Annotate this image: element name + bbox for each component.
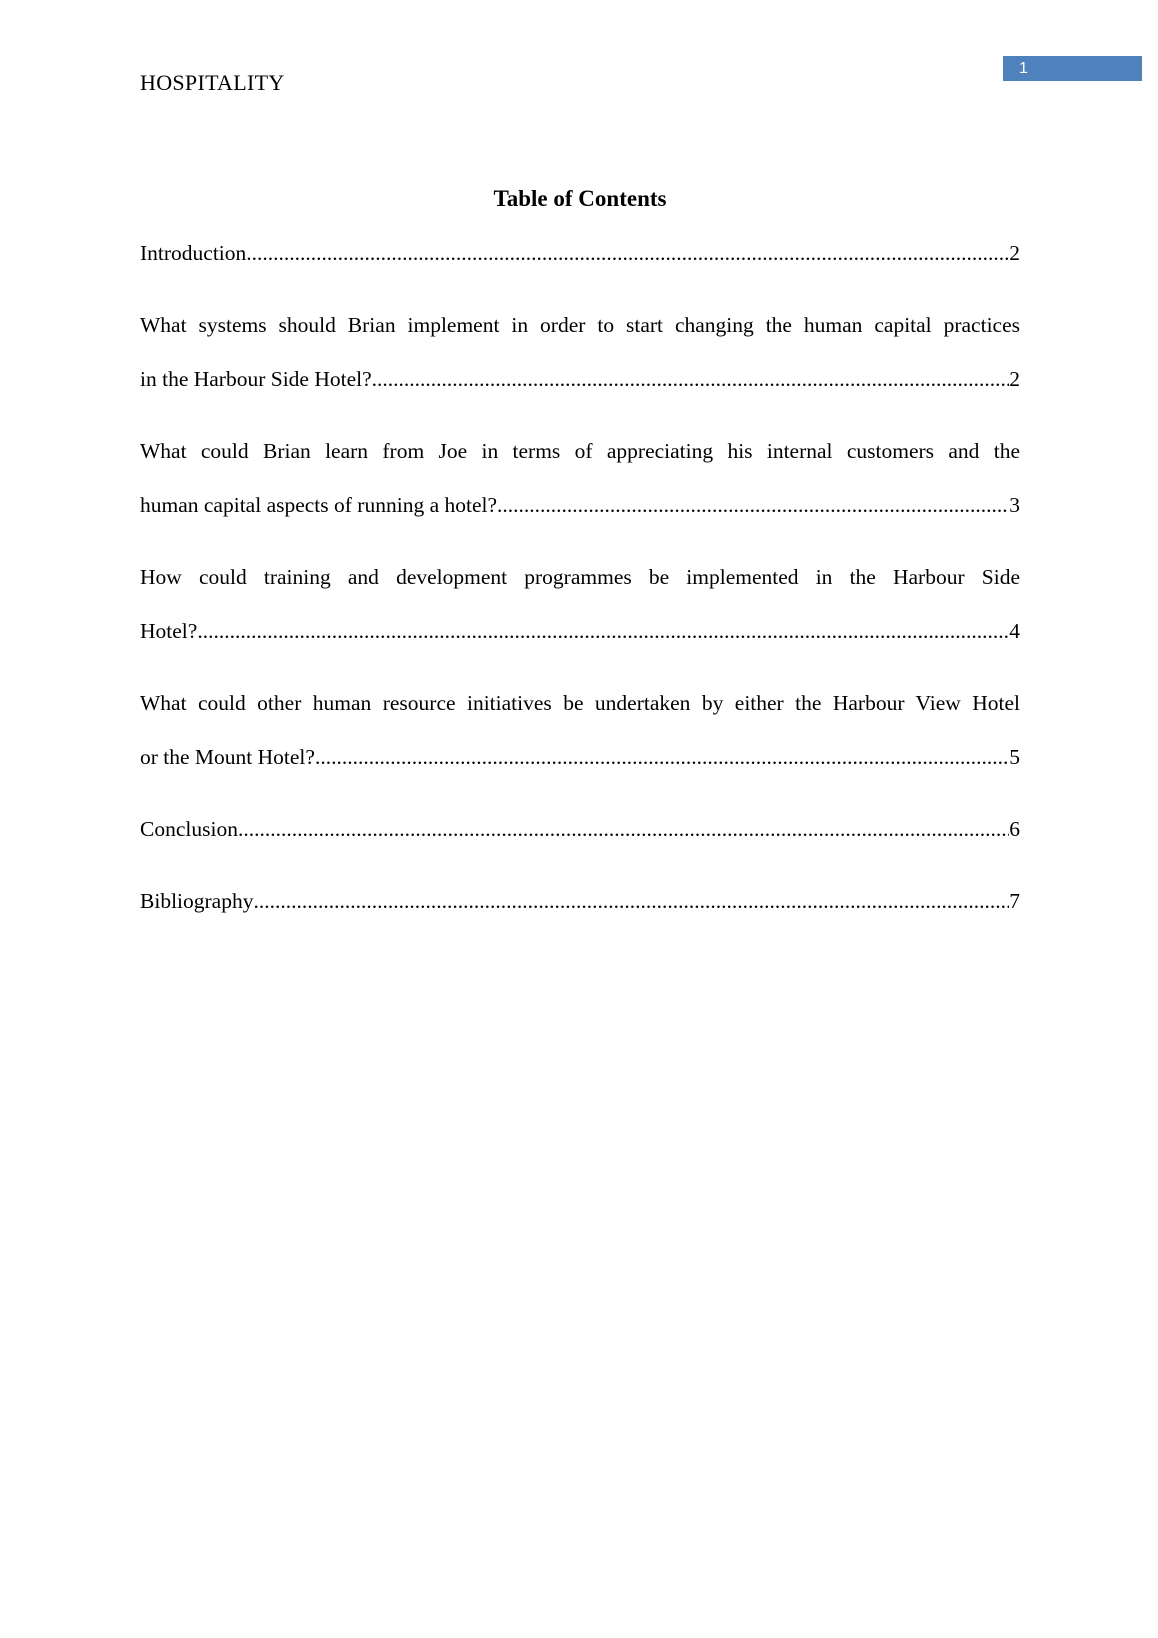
toc-entry-systems[interactable] bbox=[140, 298, 1020, 406]
table-of-contents bbox=[140, 226, 1020, 946]
toc-entry-learn-from-joe[interactable] bbox=[140, 424, 1020, 532]
toc-entry-line: What could other human resource initiatives be undertaken by either the Harbour View Hotel bbox=[140, 691, 1020, 715]
toc-entry-text: or the Mount Hotel? bbox=[140, 745, 315, 769]
running-head: HOSPITALITY bbox=[140, 70, 285, 95]
dot-leader bbox=[253, 874, 1009, 928]
toc-entry-last-line bbox=[140, 730, 1020, 784]
toc-entry-text: Bibliography bbox=[140, 889, 254, 913]
toc-entry-training[interactable] bbox=[140, 550, 1020, 658]
dot-leader bbox=[497, 478, 1009, 532]
toc-entry-line: What could Brian learn from Joe in terms of appreciating his internal customers and the bbox=[140, 439, 1020, 463]
toc-page-number: 4 bbox=[1009, 619, 1020, 643]
toc-entry-last-line bbox=[140, 802, 1020, 856]
dot-leader bbox=[238, 802, 1009, 856]
dot-leader bbox=[246, 226, 1009, 280]
toc-entry-text: Conclusion bbox=[140, 817, 238, 841]
toc-entry-hr-initiatives[interactable] bbox=[140, 676, 1020, 784]
dot-leader bbox=[315, 730, 1009, 784]
toc-title: Table of Contents bbox=[493, 186, 667, 211]
dot-leader bbox=[197, 604, 1009, 658]
toc-page-number: 3 bbox=[1009, 493, 1020, 517]
toc-entry-last-line bbox=[140, 352, 1020, 406]
toc-entry-last-line bbox=[140, 478, 1020, 532]
toc-entry-last-line bbox=[140, 874, 1020, 928]
page-number: 1 bbox=[1019, 60, 1028, 77]
toc-entry-text: Hotel? bbox=[140, 619, 198, 643]
toc-entry-conclusion[interactable] bbox=[140, 802, 1020, 856]
dot-leader bbox=[372, 352, 1010, 406]
toc-page-number: 6 bbox=[1009, 817, 1020, 841]
toc-entry-text: Introduction bbox=[140, 241, 247, 265]
toc-entry-line: What systems should Brian implement in order to start changing the human capital practices bbox=[140, 313, 1020, 337]
toc-entry-last-line bbox=[140, 604, 1020, 658]
toc-entry-bibliography[interactable] bbox=[140, 874, 1020, 928]
toc-entry-text: in the Harbour Side Hotel? bbox=[140, 367, 372, 391]
toc-page-number: 2 bbox=[1009, 367, 1020, 391]
toc-entry-introduction[interactable] bbox=[140, 226, 1020, 280]
toc-entry-last-line bbox=[140, 226, 1020, 280]
toc-entry-text: human capital aspects of running a hotel? bbox=[140, 493, 498, 517]
toc-entry-line: How could training and development programmes be implemented in the Harbour Side bbox=[140, 565, 1020, 589]
page-number-box bbox=[1003, 56, 1142, 81]
toc-page-number: 2 bbox=[1009, 241, 1020, 265]
toc-page-number: 7 bbox=[1009, 889, 1020, 913]
toc-page-number: 5 bbox=[1009, 745, 1020, 769]
